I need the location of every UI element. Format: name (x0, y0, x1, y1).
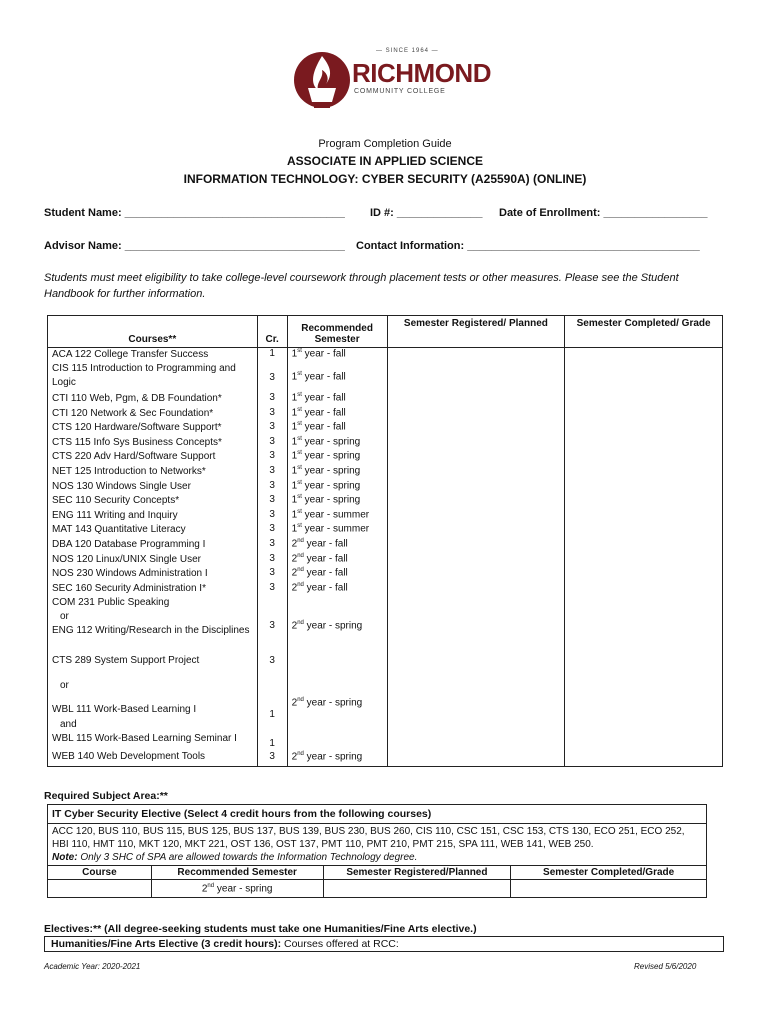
course-cell: CTS 115 Info Sys Business Concepts* (48, 436, 258, 451)
credit-cell: 3 (257, 362, 287, 392)
humanities-elective-box (44, 936, 724, 952)
credit-cell: 3 (257, 392, 287, 407)
header-completed: Semester Completed/ Grade (565, 316, 723, 348)
registered-cell[interactable] (387, 407, 565, 422)
completed-cell[interactable] (565, 348, 723, 363)
semester-cell: 1st year - fall (287, 348, 387, 363)
course-cell: CTS 289 System Support Project or WBL 111 Work-Based Learning I and WBL 115 Work-Based Learning Seminar I (48, 654, 258, 751)
registered-cell[interactable] (387, 494, 565, 509)
completed-cell[interactable] (565, 421, 723, 436)
completed-cell[interactable] (565, 751, 723, 766)
table-row (48, 436, 723, 451)
semester-cell: 1st year - fall (287, 407, 387, 422)
table-row (48, 567, 723, 582)
course-table (47, 315, 723, 767)
completed-cell[interactable] (565, 509, 723, 524)
registered-cell[interactable] (387, 654, 565, 751)
semester-cell: 2nd year - spring (287, 654, 387, 751)
completed-cell[interactable] (565, 523, 723, 538)
contact-info-field[interactable]: Contact Information: ______________________________________ (356, 240, 700, 252)
registered-cell[interactable] (387, 436, 565, 451)
table-row (48, 362, 723, 392)
completed-cell[interactable] (565, 538, 723, 553)
completed-cell[interactable] (565, 480, 723, 495)
req-course-cell[interactable] (48, 880, 152, 898)
college-logo (292, 44, 491, 122)
course-cell: CTS 220 Adv Hard/Software Support (48, 450, 258, 465)
req-completed-cell[interactable] (511, 880, 707, 898)
credit-cell: 3 (257, 421, 287, 436)
completed-cell[interactable] (565, 494, 723, 509)
course-cell: CTI 120 Network & Sec Foundation* (48, 407, 258, 422)
required-area-title: Required Subject Area:** (44, 790, 168, 802)
id-field[interactable]: ID #: ______________ (370, 207, 483, 219)
credit-cell: 3 (257, 465, 287, 480)
table-row (48, 348, 723, 363)
completed-cell[interactable] (565, 596, 723, 654)
guide-title: Program Completion Guide (318, 138, 452, 150)
req-header-recommended: Recommended Semester (151, 866, 323, 880)
course-cell: SEC 160 Security Administration I* (48, 582, 258, 597)
header-recommended: Recommended Semester (287, 316, 387, 348)
credit-cell: 3 (257, 567, 287, 582)
advisor-name-field[interactable]: Advisor Name: ____________________________________ (44, 240, 345, 252)
semester-cell: 2nd year - fall (287, 567, 387, 582)
credit-cell: 3 (257, 582, 287, 597)
degree-title: ASSOCIATE IN APPLIED SCIENCE (286, 154, 484, 168)
required-box-title: IT Cyber Security Elective (Select 4 credit hours from the following courses) (48, 805, 707, 824)
credit-cell: 3 (257, 523, 287, 538)
semester-cell: 2nd year - fall (287, 582, 387, 597)
req-semester-cell: 2nd year - spring (151, 880, 323, 898)
req-header-completed: Semester Completed/Grade (511, 866, 707, 880)
header-courses: Courses** (48, 316, 258, 348)
registered-cell[interactable] (387, 567, 565, 582)
semester-cell: 1st year - spring (287, 480, 387, 495)
course-cell: NOS 230 Windows Administration I (48, 567, 258, 582)
completed-cell[interactable] (565, 582, 723, 597)
registered-cell[interactable] (387, 523, 565, 538)
course-cell: NOS 130 Windows Single User (48, 480, 258, 495)
table-row (48, 407, 723, 422)
registered-cell[interactable] (387, 392, 565, 407)
semester-cell: 1st year - spring (287, 494, 387, 509)
table-row (48, 654, 723, 751)
college-subtitle: COMMUNITY COLLEGE (354, 88, 446, 95)
completed-cell[interactable] (565, 450, 723, 465)
req-header-course: Course (48, 866, 152, 880)
semester-cell: 1st year - spring (287, 450, 387, 465)
credit-cell: 3 (257, 480, 287, 495)
completed-cell[interactable] (565, 362, 723, 392)
student-name-field[interactable]: Student Name: ____________________________________ (44, 207, 345, 219)
header-registered: Semester Registered/ Planned (387, 316, 565, 348)
semester-cell: 1st year - summer (287, 509, 387, 524)
completed-cell[interactable] (565, 465, 723, 480)
credit-cell: 3 (257, 509, 287, 524)
registered-cell[interactable] (387, 596, 565, 654)
humanities-label: Humanities/Fine Arts Elective (3 credit hours): (51, 938, 282, 950)
course-cell: COM 231 Public Speaking or ENG 112 Writing/Research in the Disciplines (48, 596, 258, 654)
course-cell: CTS 120 Hardware/Software Support* (48, 421, 258, 436)
credit-cell: 3 (257, 407, 287, 422)
eligibility-note: Students must meet eligibility to take college-level coursework through placement tests or other measures. Please see the Student Handbook for further information. (44, 272, 679, 300)
registered-cell[interactable] (387, 582, 565, 597)
registered-cell[interactable] (387, 509, 565, 524)
credit-cell: 3 (257, 436, 287, 451)
registered-cell[interactable] (387, 465, 565, 480)
note-text: Only 3 SHC of SPA are allowed towards the Information Technology degree. (77, 852, 418, 863)
registered-cell[interactable] (387, 538, 565, 553)
humanities-text: Courses offered at RCC: (281, 938, 399, 950)
course-cell: CIS 115 Introduction to Programming and Logic (48, 362, 258, 392)
course-cell: NET 125 Introduction to Networks* (48, 465, 258, 480)
program-title: INFORMATION TECHNOLOGY: CYBER SECURITY (A25590A) (ONLINE) (183, 172, 587, 186)
semester-cell: 2nd year - spring (287, 751, 387, 766)
required-elective-table (47, 804, 707, 898)
course-cell: ACA 122 College Transfer Success (48, 348, 258, 363)
semester-cell: 1st year - spring (287, 465, 387, 480)
header-cr: Cr. (257, 316, 287, 348)
semester-cell: 1st year - fall (287, 362, 387, 392)
table-row (48, 465, 723, 480)
table-row (48, 480, 723, 495)
table-row (48, 494, 723, 509)
table-row (48, 392, 723, 407)
semester-cell: 2nd year - spring (287, 596, 387, 654)
credit-cell: 3 (257, 494, 287, 509)
course-cell: WEB 140 Web Development Tools (48, 751, 258, 766)
flame-logo-icon (292, 44, 352, 120)
table-row (48, 751, 723, 766)
credit-cell: 1 (257, 348, 287, 363)
registered-cell[interactable] (387, 480, 565, 495)
registered-cell[interactable] (387, 362, 565, 392)
table-row (48, 523, 723, 538)
registered-cell[interactable] (387, 450, 565, 465)
semester-cell: 1st year - fall (287, 392, 387, 407)
credit-cell: 3 (257, 751, 287, 766)
completed-cell[interactable] (565, 567, 723, 582)
registered-cell[interactable] (387, 348, 565, 363)
table-row (48, 553, 723, 568)
credit-cell: 3 (257, 450, 287, 465)
enrollment-field[interactable]: Date of Enrollment: _________________ (499, 207, 708, 219)
college-name: RICHMOND (352, 58, 491, 88)
registered-cell[interactable] (387, 751, 565, 766)
table-row (48, 596, 723, 654)
credit-cell: 3 (257, 553, 287, 568)
table-row (48, 582, 723, 597)
semester-cell: 2nd year - fall (287, 538, 387, 553)
note-label: Note: (52, 852, 78, 863)
table-row (48, 538, 723, 553)
course-cell: DBA 120 Database Programming I (48, 538, 258, 553)
credit-cell: 3 (257, 596, 287, 654)
semester-cell: 1st year - fall (287, 421, 387, 436)
table-row (48, 450, 723, 465)
revised-date: Revised 5/6/2020 (634, 962, 697, 971)
semester-cell: 2nd year - fall (287, 553, 387, 568)
course-cell: MAT 143 Quantitative Literacy (48, 523, 258, 538)
semester-cell: 1st year - spring (287, 436, 387, 451)
completed-cell[interactable] (565, 553, 723, 568)
electives-title: Electives:** (All degree-seeking students must take one Humanities/Fine Arts elective.) (44, 923, 477, 935)
table-row (48, 421, 723, 436)
credit-cell: 3 (257, 538, 287, 553)
course-cell: CTI 110 Web, Pgm, & DB Foundation* (48, 392, 258, 407)
req-registered-cell[interactable] (323, 880, 511, 898)
req-header-registered: Semester Registered/Planned (323, 866, 511, 880)
completed-cell[interactable] (565, 392, 723, 407)
required-courses-text: ACC 120, BUS 110, BUS 115, BUS 125, BUS 137, BUS 139, BUS 230, BUS 260, CIS 110, CSC 151, CSC 153, CTS 130, ECO 251, ECO 252, HBI 110, HMT 110, MKT 120, MKT 221, OST 136, OST 137, PMT 110, PMT 210, PMT 215, SPA 111, WEB 141, WEB 250. (52, 826, 685, 850)
completed-cell[interactable] (565, 654, 723, 751)
course-cell: ENG 111 Writing and Inquiry (48, 509, 258, 524)
registered-cell[interactable] (387, 421, 565, 436)
since-text: — SINCE 1964 — (376, 48, 439, 54)
academic-year: Academic Year: 2020-2021 (44, 962, 141, 971)
required-course-list (48, 824, 707, 866)
course-cell: SEC 110 Security Concepts* (48, 494, 258, 509)
semester-cell: 1st year - summer (287, 523, 387, 538)
completed-cell[interactable] (565, 407, 723, 422)
credit-cell: 3 1 1 (257, 654, 287, 751)
course-cell: NOS 120 Linux/UNIX Single User (48, 553, 258, 568)
registered-cell[interactable] (387, 553, 565, 568)
table-row (48, 509, 723, 524)
completed-cell[interactable] (565, 436, 723, 451)
